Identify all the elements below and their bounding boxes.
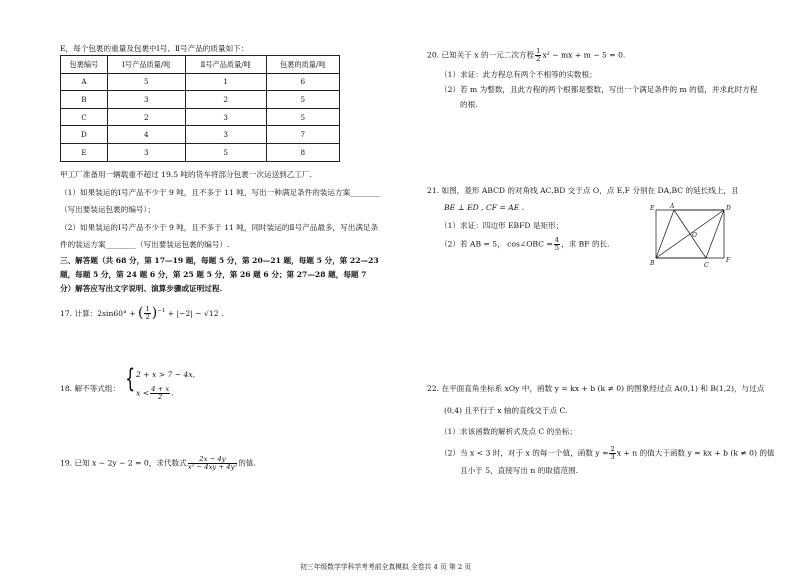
question-20-fraction bbox=[535, 48, 541, 63]
question-16-part1: （1）如果装运的Ⅰ号产品不少于 9 吨，且不多于 11 吨，写出一种满足条件的装运方案________ bbox=[60, 188, 381, 197]
table-cell: 5 bbox=[266, 108, 339, 126]
table-header: 包裹的质量/吨 bbox=[266, 56, 339, 74]
section-heading-line3: 分）解答应写出文字说明、演算步骤或证明过程. bbox=[60, 284, 223, 293]
table-cell: B bbox=[61, 91, 108, 109]
table-cell: 2 bbox=[185, 91, 266, 109]
package-table bbox=[60, 55, 340, 162]
question-20-part2-cont: 的根. bbox=[460, 100, 478, 109]
question-22-part1: （1）求该函数的解析式及点 C 的坐标； bbox=[440, 427, 577, 436]
inequality-lhs: x < bbox=[136, 388, 150, 398]
question-19-fraction bbox=[188, 456, 237, 471]
question-16-intro: E，每个包裹的重量及包裹中Ⅰ号、Ⅱ号产品的质量如下： bbox=[60, 44, 249, 53]
diagonal-bd bbox=[656, 210, 724, 258]
question-20-part2: （2）若 m 为整数，且此方程的两个根都是整数，写出一个满足条件的 m 的值，并求此时方程 bbox=[440, 85, 758, 94]
system-brace: { bbox=[125, 364, 136, 394]
question-21-condition: BE ⊥ ED , CF = AE . bbox=[444, 203, 525, 212]
table-cell: D bbox=[61, 126, 108, 144]
question-17-expr-a: 2sin60° + bbox=[97, 308, 138, 318]
question-21-part2 bbox=[440, 237, 610, 252]
fraction-denominator: 5 bbox=[554, 244, 560, 253]
question-18-inequality-1: 2 + x > 7 − 4x, bbox=[136, 370, 196, 379]
label-b: B bbox=[650, 260, 655, 267]
section-heading-line2: 题，每题 5 分，第 24 题 6 分，第 25 题 5 分，第 26 题 6 分；第 27—28 题，每题 7 bbox=[60, 270, 367, 279]
inequality-end: . bbox=[171, 388, 174, 398]
fraction-numerator: 4 + x bbox=[151, 385, 170, 393]
label-c: C bbox=[704, 262, 709, 269]
question-19-text-b: 的值. bbox=[238, 458, 256, 468]
question-17-expr-b: + |−2| − √12 . bbox=[165, 308, 224, 318]
question-17-label: 17. 计算： bbox=[60, 308, 98, 318]
question-17-exponent: −1 bbox=[157, 308, 166, 315]
table-row bbox=[61, 126, 340, 144]
fraction-denominator: 2 bbox=[536, 55, 541, 64]
table-row bbox=[61, 108, 340, 126]
question-18-inequality-2 bbox=[136, 386, 174, 401]
table-cell: A bbox=[61, 73, 108, 91]
question-22-part2 bbox=[440, 446, 775, 461]
table-cell: 6 bbox=[266, 73, 339, 91]
label-a: A bbox=[670, 203, 675, 210]
question-16-part2: （2）如果装运的Ⅰ号产品不少于 9 吨，且不多于 11 吨，同时装运的Ⅱ号产品最多，写出满足条 bbox=[60, 223, 379, 232]
table-cell: 5 bbox=[107, 73, 185, 91]
question-22-part2-text-b: x + n 的值大于函数 y = kx + b (k ≠ 0) 的值 bbox=[616, 448, 775, 458]
question-18-label: 18. 解不等式组： bbox=[60, 384, 121, 393]
question-17: 17. 计算：2sin60° + ( $\frac{1}{2}$ )$^{-1}$ + |−2| − √12 . bbox=[60, 305, 224, 322]
question-19 bbox=[60, 456, 256, 471]
question-20-text-a: 20. 已知关于 x 的一元二次方程 bbox=[427, 50, 535, 60]
table-cell: 5 bbox=[185, 143, 266, 161]
question-22: 22. 在平面直角坐标系 xOy 中，函数 y = kx + b (k ≠ 0) 的图象经过点 A(0,1) 和 B(1,2)，与过点 bbox=[427, 384, 765, 393]
question-20-text-b: x² − mx + m − 5 = 0. bbox=[542, 50, 626, 60]
table-row bbox=[61, 91, 340, 109]
question-17-fraction bbox=[144, 306, 150, 321]
table-cell: 3 bbox=[185, 108, 266, 126]
question-21-part2-text-b: ，求 BF 的长. bbox=[561, 239, 610, 249]
table-cell: 7 bbox=[266, 126, 339, 144]
table-cell: 8 bbox=[266, 143, 339, 161]
question-16-text: 甲工厂准备用一辆载重不超过 19.5 吨的货车将部分包裹一次运送到乙工厂. bbox=[60, 170, 312, 179]
fraction-denominator: x² − 4xy + 4y² bbox=[187, 463, 238, 472]
table-header-row bbox=[61, 56, 340, 74]
table-cell: 5 bbox=[266, 91, 339, 109]
table-row bbox=[61, 143, 340, 161]
table-cell: 1 bbox=[185, 73, 266, 91]
label-f: F bbox=[726, 257, 731, 264]
fraction-numerator: 2 bbox=[610, 445, 615, 453]
question-18-fraction bbox=[150, 386, 170, 401]
rhombus-rectangle-figure bbox=[648, 202, 736, 270]
table-row bbox=[61, 73, 340, 91]
table-cell: 3 bbox=[107, 91, 185, 109]
label-o: O bbox=[692, 232, 697, 239]
fraction-denominator: 3 bbox=[610, 453, 615, 462]
table-cell: 3 bbox=[185, 126, 266, 144]
table-header: Ⅱ号产品质量/吨 bbox=[185, 56, 266, 74]
fraction-denominator: 2 bbox=[157, 393, 163, 402]
question-20 bbox=[427, 48, 625, 63]
table-cell: E bbox=[61, 143, 108, 161]
question-19-text-a: 19. 已知 x − 2y − 2 = 0，求代数式 bbox=[60, 458, 187, 468]
question-20-part1: （1）求证：此方程总有两个不相等的实数根； bbox=[440, 70, 597, 79]
fraction-denominator: 2 bbox=[145, 313, 150, 322]
fraction-numerator: 1 bbox=[536, 47, 541, 55]
section-heading-line1: 三、解答题（共 68 分，第 17—19 题，每题 5 分，第 20—21 题，每题 5 分，第 22—23 bbox=[60, 256, 379, 265]
question-21-part1: （1）求证：四边形 EBFD 是矩形； bbox=[440, 221, 564, 230]
table-cell: 4 bbox=[107, 126, 185, 144]
table-cell: 3 bbox=[107, 143, 185, 161]
question-21: 21. 如图，菱形 ABCD 的对角线 AC,BD 交于点 O，点 E,F 分别在 DA,BC 的延长线上，且 bbox=[427, 186, 739, 195]
question-22-part2-text-a: （2）当 x < 3 时，对于 x 的每一个值，函数 y = bbox=[440, 448, 609, 458]
question-21-part2-text-a: （2）若 AB = 5， cos∠OBC = bbox=[440, 239, 553, 249]
table-header: 包裹编号 bbox=[61, 56, 108, 74]
question-22-fraction bbox=[609, 446, 615, 461]
question-22-cont: (0,4) 且平行于 x 轴的直线交于点 C. bbox=[444, 406, 568, 415]
label-e: E bbox=[650, 205, 655, 212]
fraction-numerator: 1 bbox=[145, 305, 150, 314]
question-16-part1-note: （写出要装运包裹的编号）； bbox=[60, 205, 155, 214]
question-16-part2-note: 件的装运方案________（写出要装运包裹的编号）. bbox=[60, 240, 230, 249]
table-header: Ⅰ号产品质量/吨 bbox=[107, 56, 185, 74]
table-cell: 2 bbox=[107, 108, 185, 126]
fraction-numerator: 2x − 4y bbox=[188, 456, 237, 464]
page-footer: 初三年级数学学科学考考前全真模拟 全卷共 4 页 第 2 页 bbox=[300, 563, 472, 571]
label-d: D bbox=[726, 205, 731, 212]
fraction-numerator: 4 bbox=[554, 236, 560, 244]
table-cell: C bbox=[61, 108, 108, 126]
question-21-fraction bbox=[554, 237, 560, 252]
question-22-part2-cont: 且小于 5，直接写出 n 的取值范围. bbox=[460, 466, 579, 475]
